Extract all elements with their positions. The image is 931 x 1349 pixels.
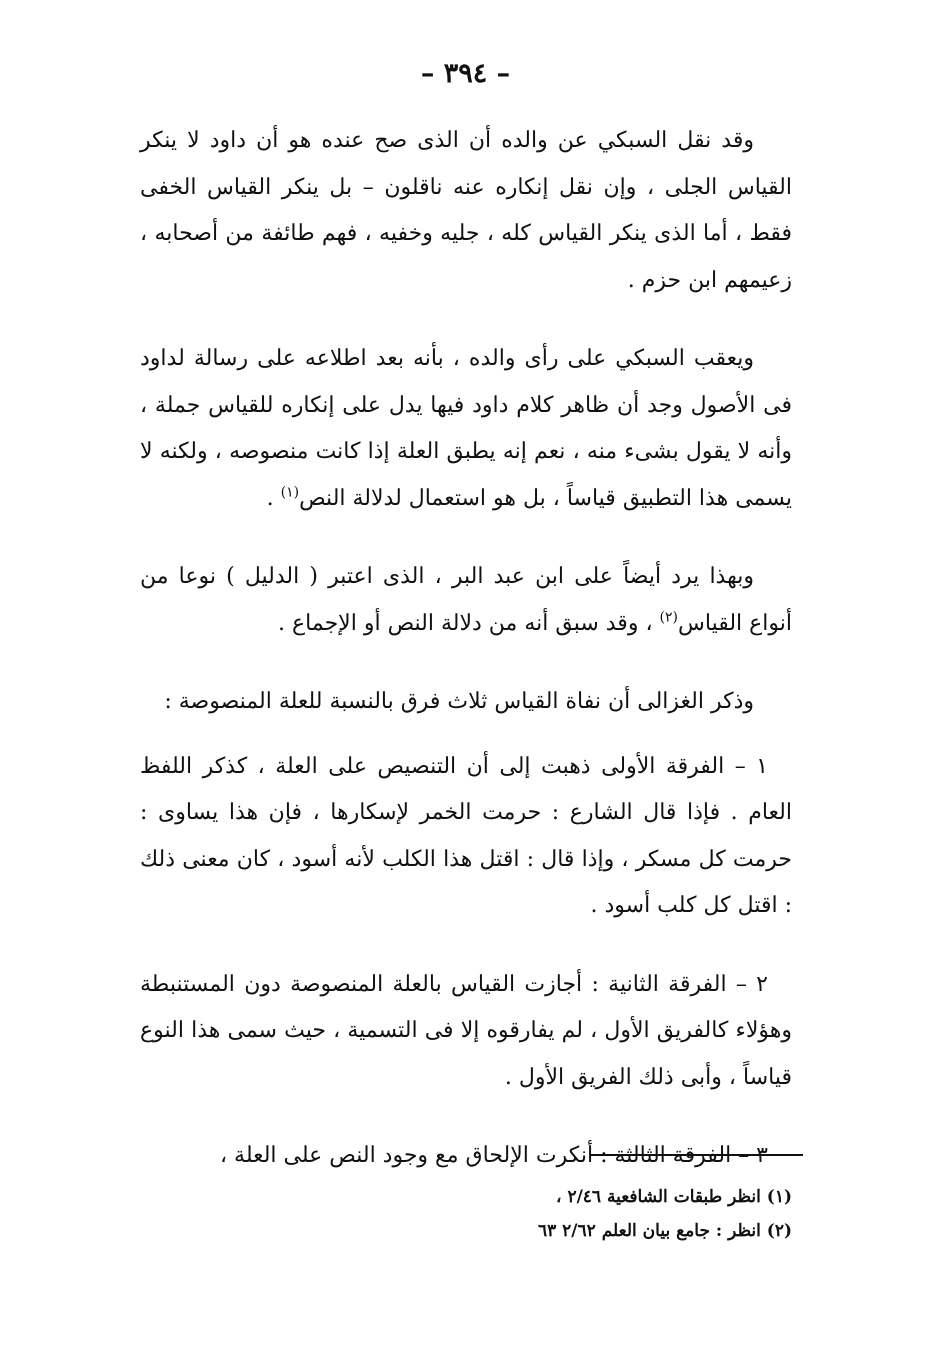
footnotes (440, 1180, 792, 1248)
paragraph-3-text: وبهذا يرد أيضاً على ابن عبد البر ، الذى اعتبر ( الدليل ) نوعا من أنواع القياس (140, 564, 792, 636)
list-item-3: ٣ – الفرقة الثالثة : أنكرت الإلحاق مع وجود النص على العلة ، (219, 1143, 768, 1168)
paragraph-1: وقد نقل السبكي عن والده أن الذى صح عنده هو أن داود لا ينكر القياس الجلى ، وإن نقل إنكاره عنه ناقلون – بل ينكر القياس الخفى فقط ، أما الذى ينكر القياس كله ، جليه وخفيه ، فهم طائفة من أصحابه ، زعيمهم ابن حزم . (140, 128, 792, 293)
page-number: – ٣٩٤ – (420, 58, 511, 89)
footnote-1: (١) انظر طبقات الشافعية ٢/٤٦ ، (556, 1187, 792, 1207)
paragraph-2-text: ويعقب السبكي على رأى والده ، بأنه بعد اطلاعه على رسالة لداود فى الأصول وجد أن ظاهر كلام داود فيها يدل على إنكاره للقياس جملة ، وأنه لا يقول بشىء منه ، نعم إنه يطبق العلة إذا كانت منصوصه ، ولكنه لا يسمى هذا التطبيق قياساً ، بل هو استعمال لدلالة النص (140, 346, 792, 511)
paragraph-2 (140, 336, 792, 522)
paragraph-3 (140, 554, 792, 647)
paragraph-2-end: . (266, 485, 281, 511)
footnote-2: (٢) انظر : جامع بيان العلم ٢/٦٢ ٦٣ (537, 1221, 792, 1241)
paragraph-4: وذكر الغزالى أن نفاة القياس ثلاث فرق بالنسبة للعلة المنصوصة : (164, 689, 754, 714)
footnote-ref-2: (٢) (659, 609, 679, 626)
main-text (140, 118, 792, 1212)
footnote-divider (591, 1154, 803, 1156)
footnote-ref-1: (١) (280, 484, 300, 501)
paragraph-3-end: ، وقد سبق أنه من دلالة النص أو الإجماع . (278, 610, 660, 636)
list-item-2: ٢ – الفرقة الثانية : أجازت القياس بالعلة المنصوصة دون المستنبطة وهؤلاء كالفريق الأول ، لم يفارقوه إلا فى التسمية ، حيث سمى هذا النوع قياساً ، وأبى ذلك الفريق الأول . (140, 971, 792, 1090)
list-item-1: ١ – الفرقة الأولى ذهبت إلى أن التنصيص على العلة ، كذكر اللفظ العام . فإذا قال الشارع : حرمت الخمر لإسكارها ، فإن هذا يساوى : حرمت كل مسكر ، وإذا قال : اقتل هذا الكلب لأنه أسود ، كان معنى ذلك : اقتل كل كلب أسود . (140, 753, 792, 918)
